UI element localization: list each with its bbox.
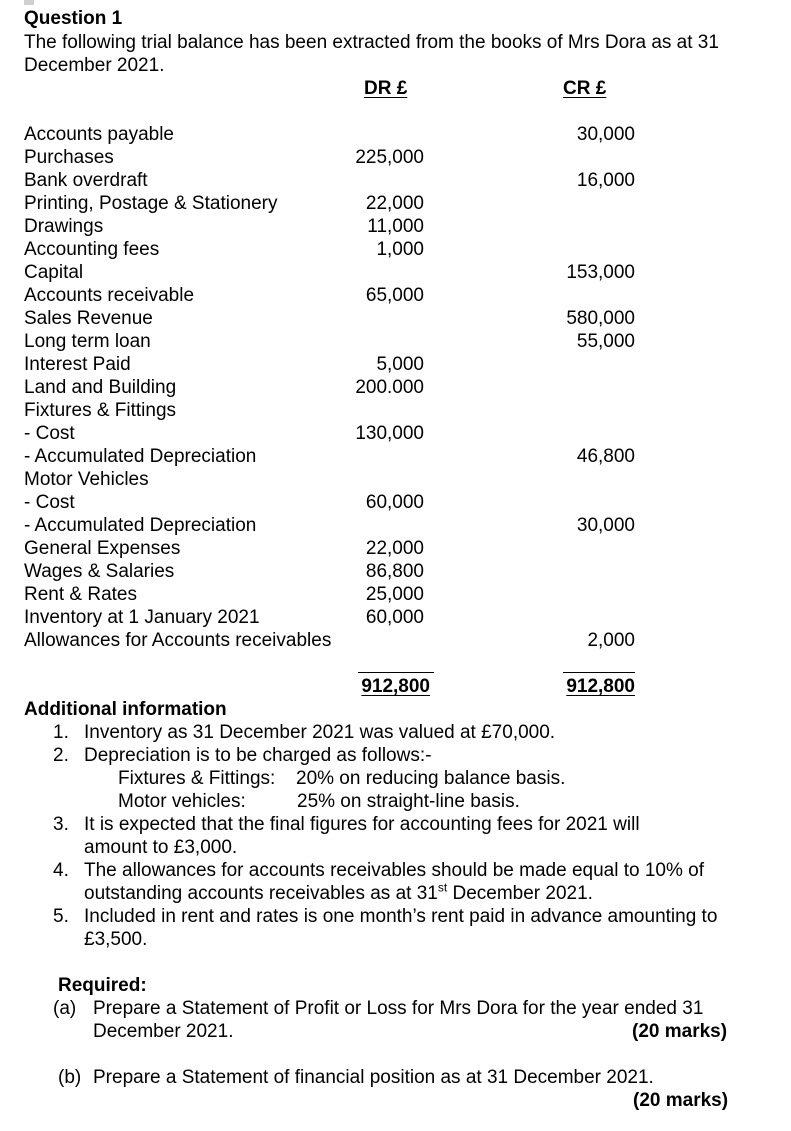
tb-row-label: Long term loan bbox=[24, 331, 151, 352]
item-4-superscript: st bbox=[437, 880, 448, 895]
intro-line-2: December 2021. bbox=[24, 55, 165, 76]
tb-row-label: - Accumulated Depreciation bbox=[24, 446, 257, 467]
tb-row-dr-value: 86,800 bbox=[365, 561, 424, 582]
required-a-label: (a) bbox=[53, 998, 77, 1019]
tb-row-cr-value: 153,000 bbox=[566, 262, 635, 283]
tb-row-cr-value: 16,000 bbox=[576, 170, 635, 191]
depreciation-mv-label: Motor vehicles: bbox=[118, 791, 246, 812]
tb-row-label: Wages & Salaries bbox=[24, 561, 175, 582]
item-2-text: Depreciation is to be charged as follows:- bbox=[84, 745, 432, 766]
tb-row-label: Accounts payable bbox=[24, 124, 174, 145]
tb-row-label: Bank overdraft bbox=[24, 170, 148, 191]
item-4-line-1: The allowances for accounts receivables should be made equal to 10% of bbox=[84, 860, 704, 881]
tb-row-label: Land and Building bbox=[24, 377, 177, 398]
tb-row-label: - Accumulated Depreciation bbox=[24, 515, 257, 536]
tb-row-dr-value: 130,000 bbox=[355, 423, 424, 444]
tb-row-dr-value: 5,000 bbox=[376, 354, 424, 375]
tb-row-label: Fixtures & Fittings bbox=[24, 400, 177, 421]
tb-row-label: Sales Revenue bbox=[24, 308, 153, 329]
tb-row-dr-value: 1,000 bbox=[376, 239, 424, 260]
required-a-marks: (20 marks) bbox=[632, 1021, 728, 1042]
tb-row-cr-value: 580,000 bbox=[566, 308, 635, 329]
item-4-number: 4. bbox=[53, 860, 69, 881]
tb-row-label: Interest Paid bbox=[24, 354, 131, 375]
required-a-line-2: December 2021. bbox=[93, 1021, 234, 1042]
required-b-label: (b) bbox=[58, 1067, 82, 1088]
tb-row-label: - Cost bbox=[24, 492, 75, 513]
dr-column-header: DR £ bbox=[364, 78, 408, 99]
page-corner-marker bbox=[24, 0, 34, 5]
required-b-marks: (20 marks) bbox=[633, 1090, 729, 1111]
tb-row-dr-value: 22,000 bbox=[365, 193, 424, 214]
item-3-number: 3. bbox=[53, 814, 69, 835]
tb-row-label: Printing, Postage & Stationery bbox=[24, 193, 278, 214]
required-a-line-1: Prepare a Statement of Profit or Loss for Mrs Dora for the year ended 31 bbox=[93, 998, 704, 1019]
tb-row-label: Accounting fees bbox=[24, 239, 160, 260]
tb-row-label: Allowances for Accounts receivables bbox=[24, 630, 332, 651]
required-b-line-1: Prepare a Statement of financial position as at 31 December 2021. bbox=[93, 1067, 654, 1088]
tb-row-dr-value: 225,000 bbox=[355, 147, 424, 168]
tb-row-dr-value: 22,000 bbox=[365, 538, 424, 559]
cr-total: 912,800 bbox=[566, 676, 635, 697]
item-3-line-1: It is expected that the final figures for accounting fees for 2021 will bbox=[84, 814, 640, 835]
item-2-number: 2. bbox=[53, 745, 69, 766]
item-5-line-1: Included in rent and rates is one month’s rent paid in advance amounting to bbox=[84, 906, 718, 927]
item-5-number: 5. bbox=[53, 906, 69, 927]
additional-heading: Additional information bbox=[24, 699, 227, 720]
tb-row-label: Inventory at 1 January 2021 bbox=[24, 607, 260, 628]
required-heading: Required: bbox=[58, 975, 147, 996]
item-4-line-2-post: December 2021. bbox=[447, 883, 593, 904]
tb-row-label: Motor Vehicles bbox=[24, 469, 149, 490]
item-1-text: Inventory as 31 December 2021 was valued at £70,000. bbox=[84, 722, 556, 743]
tb-row-label: General Expenses bbox=[24, 538, 181, 559]
tb-row-dr-value: 65,000 bbox=[365, 285, 424, 306]
tb-row-cr-value: 2,000 bbox=[587, 630, 635, 651]
tb-row-cr-value: 30,000 bbox=[576, 515, 635, 536]
tb-row-cr-value: 30,000 bbox=[576, 124, 635, 145]
tb-row-cr-value: 46,800 bbox=[576, 446, 635, 467]
tb-row-label: Rent & Rates bbox=[24, 584, 137, 605]
cr-column-header: CR £ bbox=[563, 78, 607, 99]
dr-total: 912,800 bbox=[361, 676, 430, 697]
item-4-line-2-pre: outstanding accounts receivables as at 31 bbox=[84, 883, 438, 904]
question-title: Question 1 bbox=[24, 8, 123, 29]
tb-row-label: - Cost bbox=[24, 423, 75, 444]
tb-row-label: Drawings bbox=[24, 216, 104, 237]
cr-total-rule bbox=[563, 672, 635, 673]
item-4-line-2 bbox=[84, 882, 593, 905]
tb-row-dr-value: 60,000 bbox=[365, 607, 424, 628]
tb-row-dr-value: 60,000 bbox=[365, 492, 424, 513]
depreciation-ff-label: Fixtures & Fittings: bbox=[118, 768, 276, 789]
tb-row-dr-value: 25,000 bbox=[365, 584, 424, 605]
depreciation-ff-value: 20% on reducing balance basis. bbox=[296, 768, 566, 789]
item-1-number: 1. bbox=[53, 722, 69, 743]
item-5-line-2: £3,500. bbox=[84, 929, 148, 950]
depreciation-mv-value: 25% on straight-line basis. bbox=[297, 791, 520, 812]
tb-row-label: Accounts receivable bbox=[24, 285, 195, 306]
tb-row-cr-value: 55,000 bbox=[576, 331, 635, 352]
tb-row-dr-value: 200.000 bbox=[355, 377, 424, 398]
dr-total-rule bbox=[358, 672, 434, 673]
tb-row-label: Purchases bbox=[24, 147, 114, 168]
tb-row-dr-value: 11,000 bbox=[367, 216, 424, 237]
tb-row-label: Capital bbox=[24, 262, 84, 283]
item-3-line-2: amount to £3,000. bbox=[84, 837, 238, 858]
intro-line-1: The following trial balance has been extracted from the books of Mrs Dora as at 31 bbox=[24, 32, 719, 53]
